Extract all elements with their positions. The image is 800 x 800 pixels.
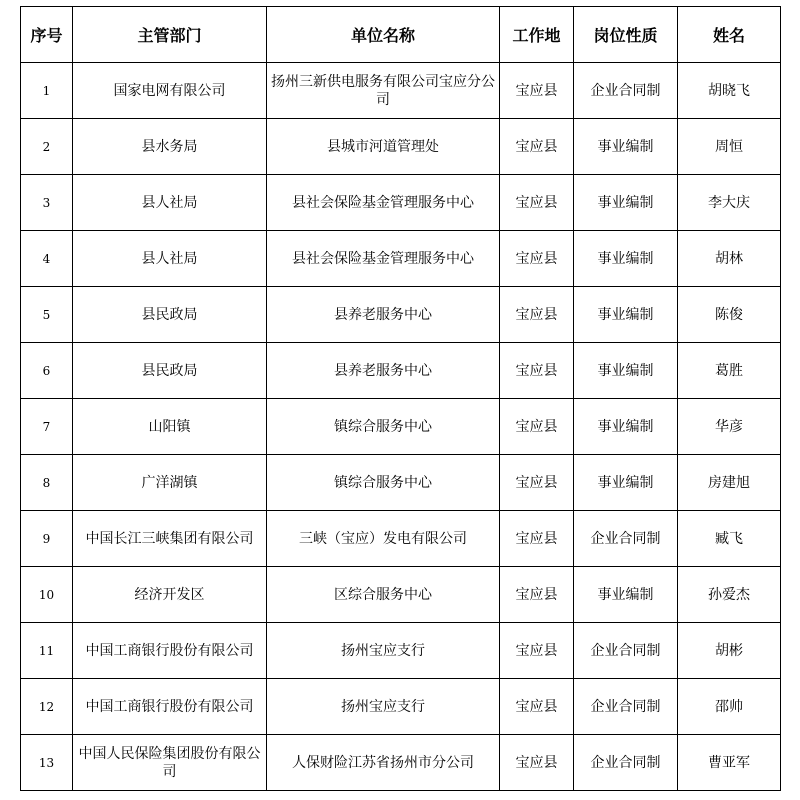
cell-work-location: 宝应县	[500, 175, 574, 231]
table-row	[21, 455, 781, 511]
personnel-table	[20, 6, 781, 791]
cell-name: 胡彬	[678, 623, 781, 679]
table-row	[21, 343, 781, 399]
cell-unit-name: 区综合服务中心	[267, 567, 500, 623]
cell-unit-name: 县养老服务中心	[267, 343, 500, 399]
cell-work-location: 宝应县	[500, 455, 574, 511]
table-row	[21, 287, 781, 343]
cell-position-type: 企业合同制	[574, 63, 678, 119]
cell-index: 9	[21, 511, 73, 567]
cell-unit-name: 镇综合服务中心	[267, 455, 500, 511]
header-index: 序号	[21, 7, 73, 63]
cell-work-location: 宝应县	[500, 63, 574, 119]
table-row	[21, 119, 781, 175]
table-row	[21, 175, 781, 231]
cell-work-location: 宝应县	[500, 567, 574, 623]
table-row	[21, 623, 781, 679]
cell-department: 中国长江三峡集团有限公司	[73, 511, 267, 567]
cell-work-location: 宝应县	[500, 679, 574, 735]
cell-unit-name: 扬州宝应支行	[267, 679, 500, 735]
cell-index: 10	[21, 567, 73, 623]
cell-index: 11	[21, 623, 73, 679]
cell-index: 8	[21, 455, 73, 511]
table-header-row	[21, 7, 781, 63]
cell-position-type: 事业编制	[574, 287, 678, 343]
cell-index: 1	[21, 63, 73, 119]
cell-position-type: 事业编制	[574, 119, 678, 175]
cell-department: 中国工商银行股份有限公司	[73, 679, 267, 735]
cell-unit-name: 县社会保险基金管理服务中心	[267, 175, 500, 231]
cell-position-type: 企业合同制	[574, 679, 678, 735]
cell-position-type: 事业编制	[574, 231, 678, 287]
cell-position-type: 企业合同制	[574, 735, 678, 791]
cell-position-type: 企业合同制	[574, 511, 678, 567]
cell-department: 经济开发区	[73, 567, 267, 623]
cell-work-location: 宝应县	[500, 343, 574, 399]
cell-index: 6	[21, 343, 73, 399]
cell-department: 县人社局	[73, 175, 267, 231]
table-row	[21, 735, 781, 791]
cell-department: 山阳镇	[73, 399, 267, 455]
cell-unit-name: 扬州宝应支行	[267, 623, 500, 679]
cell-work-location: 宝应县	[500, 119, 574, 175]
cell-unit-name: 三峡（宝应）发电有限公司	[267, 511, 500, 567]
cell-work-location: 宝应县	[500, 735, 574, 791]
table-row	[21, 679, 781, 735]
cell-department: 中国工商银行股份有限公司	[73, 623, 267, 679]
cell-department: 中国人民保险集团股份有限公司	[73, 735, 267, 791]
cell-name: 葛胜	[678, 343, 781, 399]
cell-name: 房建旭	[678, 455, 781, 511]
cell-index: 2	[21, 119, 73, 175]
cell-department: 县民政局	[73, 287, 267, 343]
cell-index: 4	[21, 231, 73, 287]
cell-position-type: 事业编制	[574, 175, 678, 231]
cell-unit-name: 扬州三新供电服务有限公司宝应分公司	[267, 63, 500, 119]
table-row	[21, 231, 781, 287]
cell-work-location: 宝应县	[500, 231, 574, 287]
table-row	[21, 511, 781, 567]
cell-name: 华彦	[678, 399, 781, 455]
table-row	[21, 567, 781, 623]
header-work-location: 工作地	[500, 7, 574, 63]
cell-unit-name: 镇综合服务中心	[267, 399, 500, 455]
header-position-type: 岗位性质	[574, 7, 678, 63]
cell-name: 李大庆	[678, 175, 781, 231]
header-department: 主管部门	[73, 7, 267, 63]
cell-unit-name: 县养老服务中心	[267, 287, 500, 343]
header-unit-name: 单位名称	[267, 7, 500, 63]
cell-index: 7	[21, 399, 73, 455]
cell-work-location: 宝应县	[500, 287, 574, 343]
cell-index: 12	[21, 679, 73, 735]
cell-index: 3	[21, 175, 73, 231]
cell-department: 县人社局	[73, 231, 267, 287]
cell-index: 13	[21, 735, 73, 791]
cell-position-type: 事业编制	[574, 455, 678, 511]
cell-name: 曹亚军	[678, 735, 781, 791]
cell-name: 臧飞	[678, 511, 781, 567]
cell-department: 广洋湖镇	[73, 455, 267, 511]
cell-work-location: 宝应县	[500, 511, 574, 567]
cell-name: 邵帅	[678, 679, 781, 735]
cell-index: 5	[21, 287, 73, 343]
cell-name: 周恒	[678, 119, 781, 175]
cell-position-type: 企业合同制	[574, 623, 678, 679]
cell-position-type: 事业编制	[574, 399, 678, 455]
header-name: 姓名	[678, 7, 781, 63]
cell-name: 胡林	[678, 231, 781, 287]
cell-name: 陈俊	[678, 287, 781, 343]
cell-department: 县水务局	[73, 119, 267, 175]
table-row	[21, 63, 781, 119]
cell-position-type: 事业编制	[574, 567, 678, 623]
cell-name: 孙爱杰	[678, 567, 781, 623]
cell-department: 国家电网有限公司	[73, 63, 267, 119]
cell-position-type: 事业编制	[574, 343, 678, 399]
cell-unit-name: 县社会保险基金管理服务中心	[267, 231, 500, 287]
cell-unit-name: 人保财险江苏省扬州市分公司	[267, 735, 500, 791]
table-row	[21, 399, 781, 455]
cell-department: 县民政局	[73, 343, 267, 399]
cell-unit-name: 县城市河道管理处	[267, 119, 500, 175]
cell-work-location: 宝应县	[500, 399, 574, 455]
cell-work-location: 宝应县	[500, 623, 574, 679]
cell-name: 胡晓飞	[678, 63, 781, 119]
